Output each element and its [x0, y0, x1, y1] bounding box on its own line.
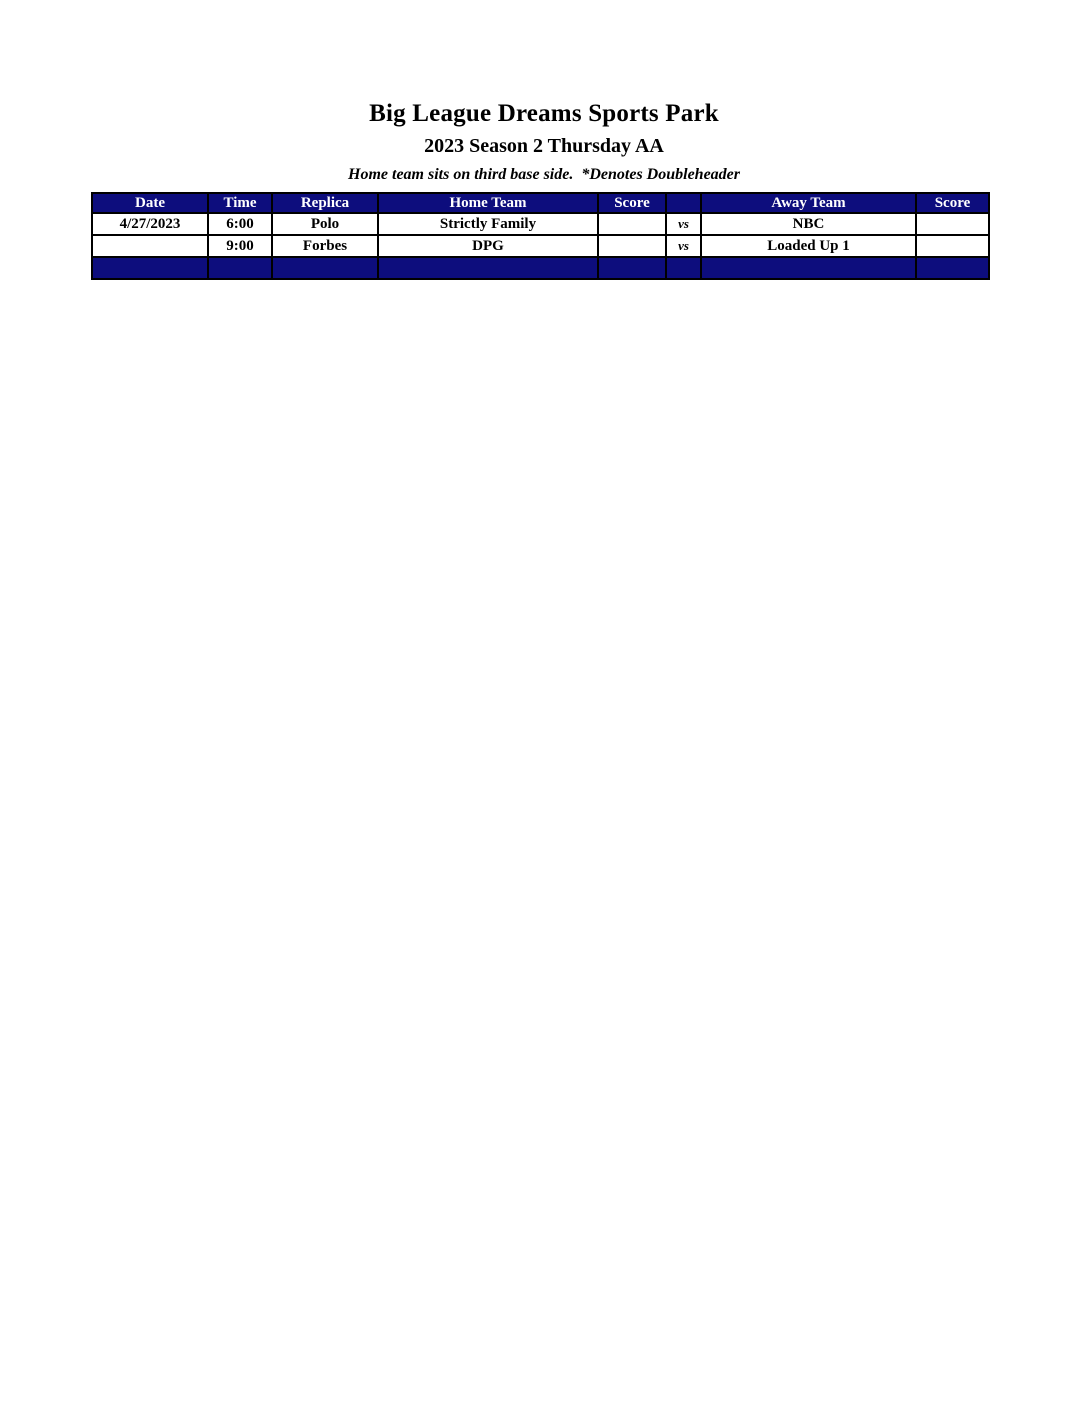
home-score: [598, 213, 666, 235]
game-replica: Forbes: [272, 235, 378, 257]
game-time: 9:00: [208, 235, 272, 257]
game-time: 6:00: [208, 213, 272, 235]
table-footer-row: [92, 257, 989, 279]
away-team: Loaded Up 1: [701, 235, 916, 257]
column-header-time: Time: [208, 193, 272, 213]
footer-cell: [666, 257, 701, 279]
game-replica: Polo: [272, 213, 378, 235]
page-subtitle: 2023 Season 2 Thursday AA: [424, 135, 664, 157]
column-header-home-score: Score: [598, 193, 666, 213]
table-row: [92, 213, 989, 235]
column-header-replica: Replica: [272, 193, 378, 213]
footer-cell: [701, 257, 916, 279]
vs-label: vs: [666, 213, 701, 235]
away-score: [916, 213, 989, 235]
vs-label: vs: [666, 235, 701, 257]
game-date: [92, 235, 208, 257]
footer-cell: [598, 257, 666, 279]
home-team: DPG: [378, 235, 598, 257]
away-team: NBC: [701, 213, 916, 235]
game-date: 4/27/2023: [92, 213, 208, 235]
footer-cell: [208, 257, 272, 279]
away-score: [916, 235, 989, 257]
schedule-table: [91, 192, 990, 280]
column-header-home-team: Home Team: [378, 193, 598, 213]
home-team: Strictly Family: [378, 213, 598, 235]
footer-cell: [916, 257, 989, 279]
column-header-vs: [666, 193, 701, 213]
footer-cell: [378, 257, 598, 279]
table-header-row: [92, 193, 989, 213]
page-title: Big League Dreams Sports Park: [369, 100, 719, 127]
home-score: [598, 235, 666, 257]
column-header-date: Date: [92, 193, 208, 213]
home-team-note: Home team sits on third base side. *Denotes Doubleheader: [348, 166, 740, 183]
column-header-away-team: Away Team: [701, 193, 916, 213]
table-row: [92, 235, 989, 257]
column-header-away-score: Score: [916, 193, 989, 213]
footer-cell: [272, 257, 378, 279]
footer-cell: [92, 257, 208, 279]
